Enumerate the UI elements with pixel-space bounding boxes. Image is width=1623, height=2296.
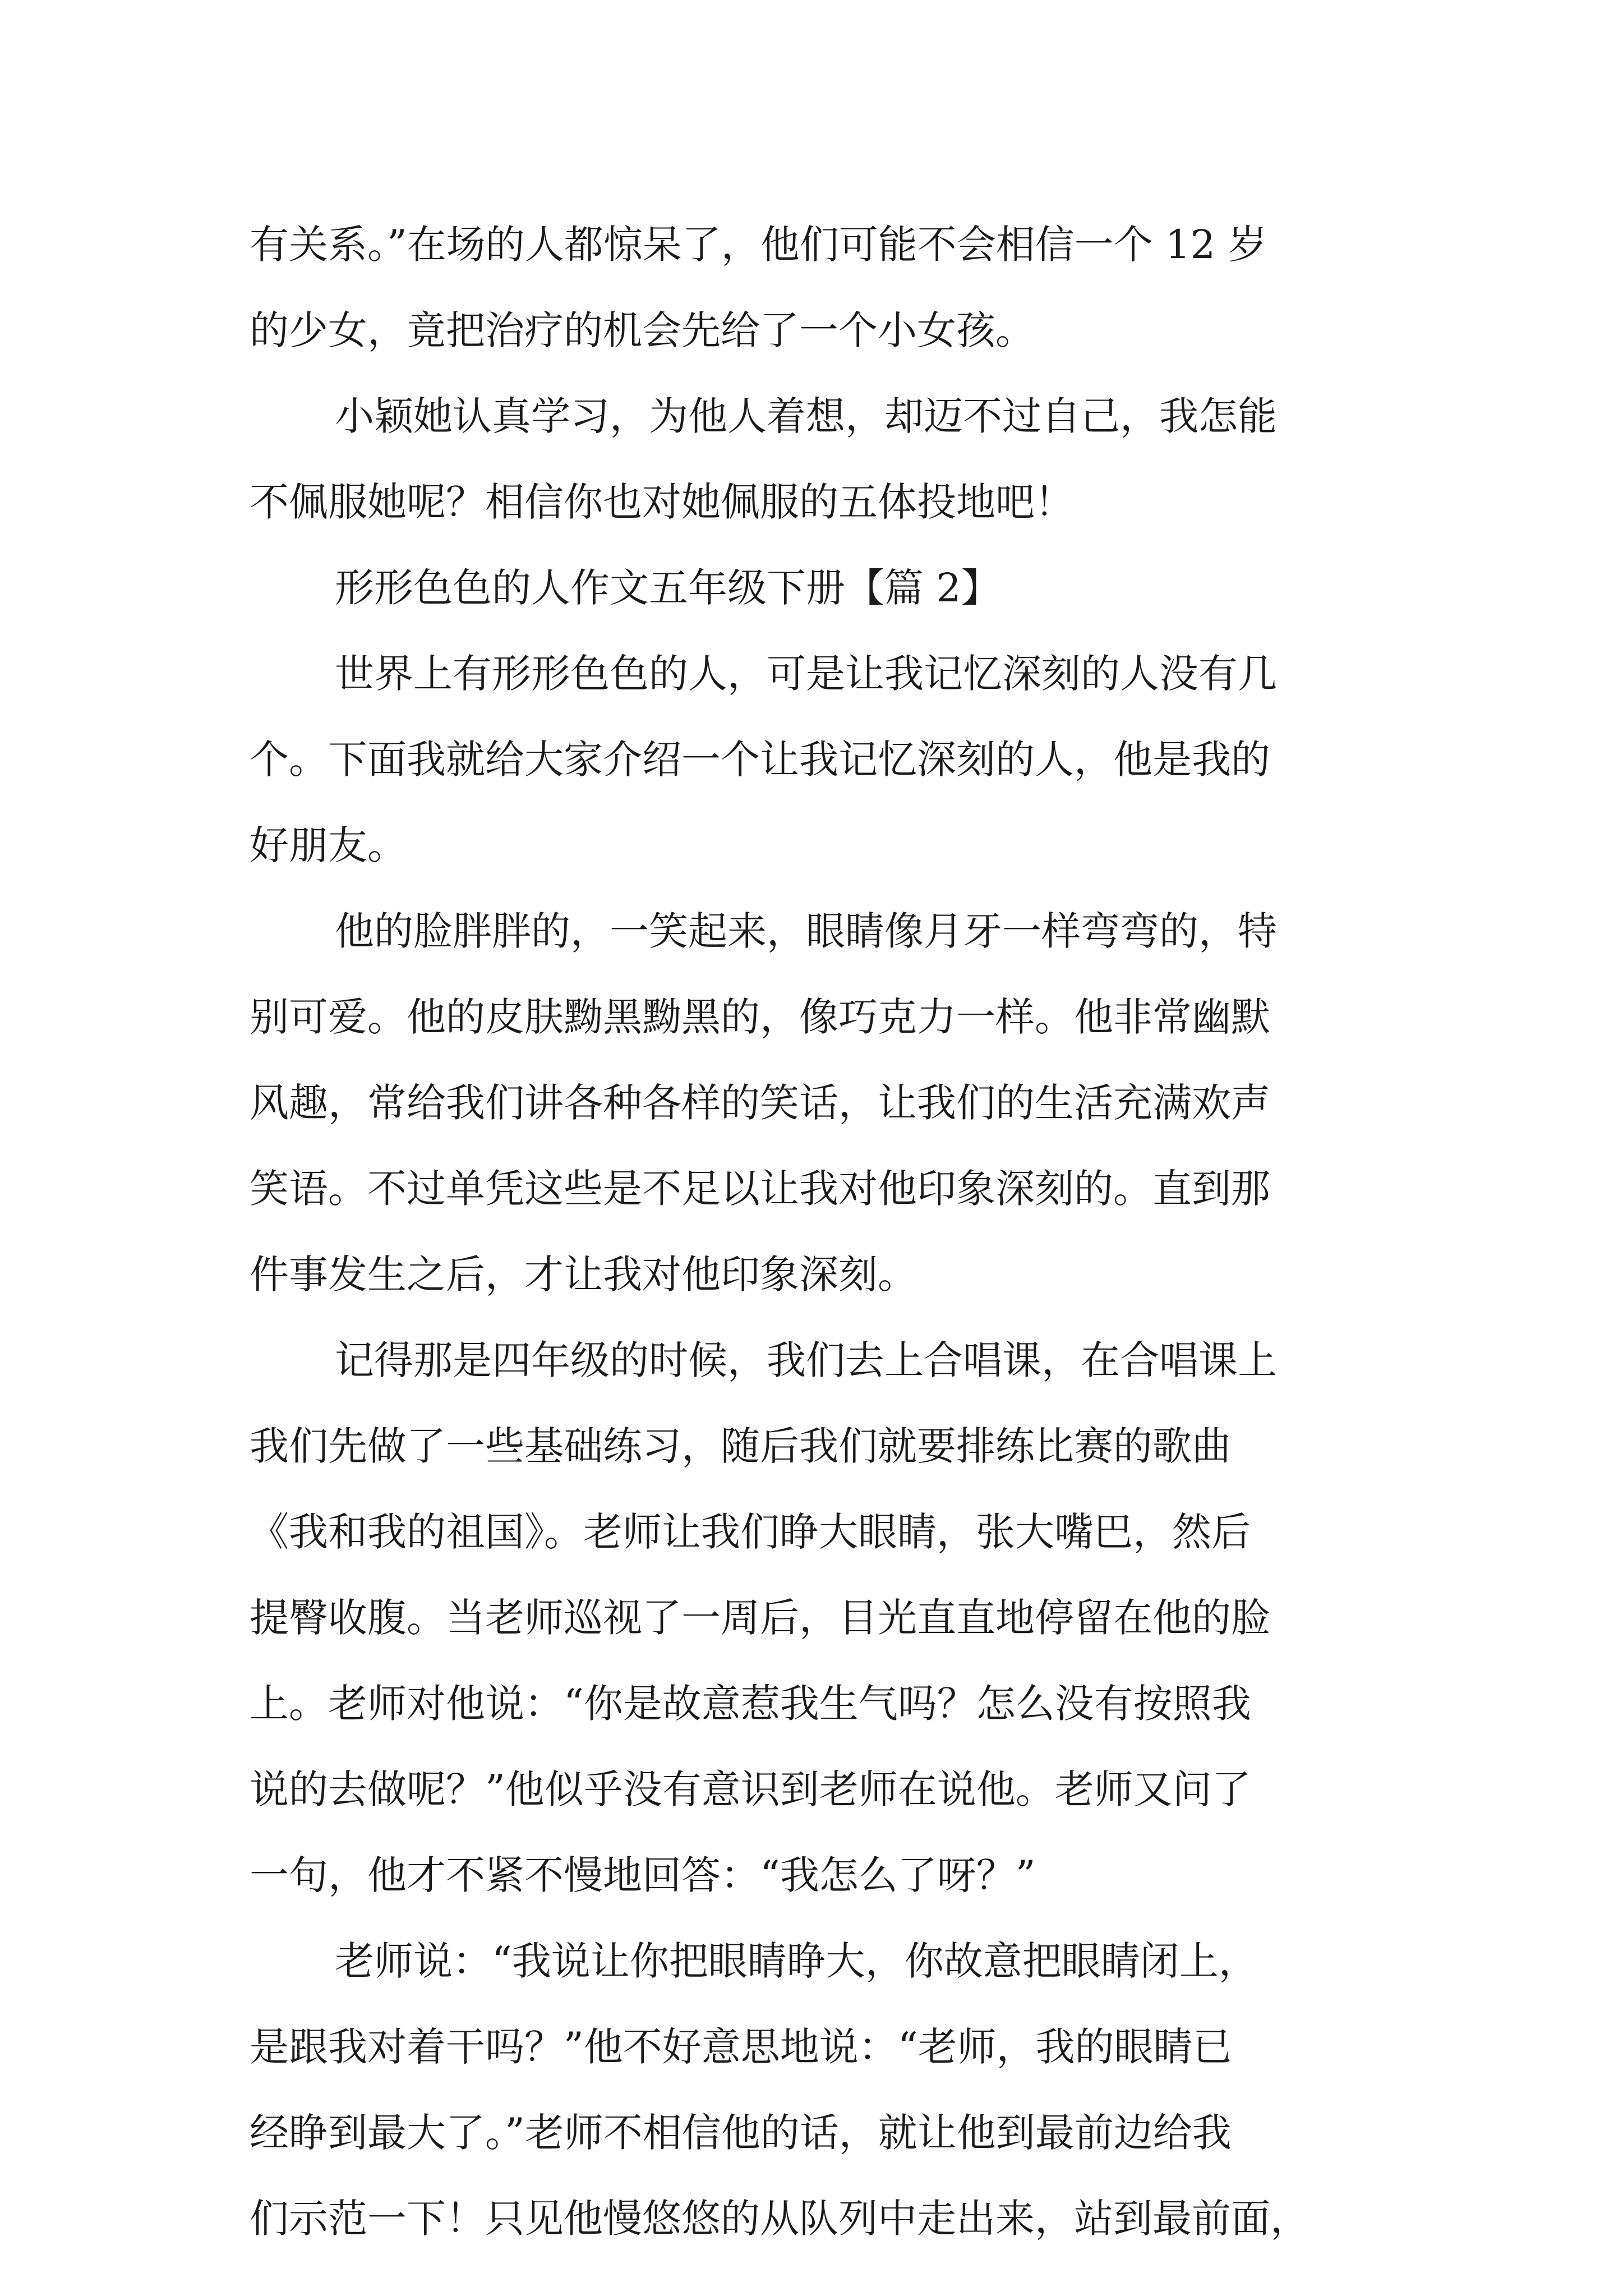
text-line: 一句，他才不紧不慢地回答：“我怎么了呀？” xyxy=(250,1852,1036,1898)
text-line: 们示范一下！只见他慢悠悠的从队列中走出来，站到最前面， xyxy=(250,2196,1310,2242)
text-line: 经睁到最大了。”老师不相信他的话，就让他到最前边给我 xyxy=(250,2110,1232,2156)
text-line: 风趣，常给我们讲各种各样的笑话，让我们的生活充满欢声 xyxy=(250,1080,1270,1126)
text-line: 提臀收腹。当老师巡视了一周后，目光直直地停留在他的脸 xyxy=(250,1595,1270,1641)
text-line: 件事发生之后，才让我对他印象深刻。 xyxy=(250,1251,917,1297)
text-line: 个。下面我就给大家介绍一个让我记忆深刻的人，他是我的 xyxy=(250,737,1270,783)
document-body xyxy=(250,202,1374,2262)
text-line: 别可爱。他的皮肤黝黑黝黑的，像巧克力一样。他非常幽默 xyxy=(250,994,1270,1040)
paragraph-first-line: 他的脸胖胖的，一笑起来，眼睛像月牙一样弯弯的，特 xyxy=(335,908,1277,954)
text-line: 好朋友。 xyxy=(250,822,407,868)
text-line: 说的去做呢？”他似乎没有意识到老师在说他。老师又问了 xyxy=(250,1766,1251,1812)
text-line: 有关系。”在场的人都惊呆了，他们可能不会相信一个 12 岁 xyxy=(250,222,1267,268)
text-line: 笑语。不过单凭这些是不足以让我对他印象深刻的。直到那 xyxy=(250,1166,1270,1212)
text-line: 《我和我的祖国》。老师让我们睁大眼睛，张大嘴巴，然后 xyxy=(250,1509,1251,1555)
text-line: 的少女，竟把治疗的机会先给了一个小女孩。 xyxy=(250,307,1035,353)
text-line: 不佩服她呢？相信你也对她佩服的五体投地吧！ xyxy=(250,479,1074,525)
text-line: 我们先做了一些基础练习，随后我们就要排练比赛的歌曲 xyxy=(250,1423,1231,1469)
paragraph-first-line: 老师说：“我说让你把眼睛睁大，你故意把眼睛闭上， xyxy=(335,1938,1258,1984)
text-line: 是跟我对着干吗？”他不好意思地说：“老师，我的眼睛已 xyxy=(250,2024,1232,2070)
text-line: 上。老师对他说：“你是故意惹我生气吗？怎么没有按照我 xyxy=(250,1681,1251,1727)
paragraph-first-line: 记得那是四年级的时候，我们去上合唱课，在合唱课上 xyxy=(335,1337,1277,1383)
paragraph-first-line: 形形色色的人作文五年级下册【篇 2】 xyxy=(335,565,1000,611)
paragraph-first-line: 小颖她认真学习，为他人着想，却迈不过自己，我怎能 xyxy=(335,393,1277,439)
paragraph-first-line: 世界上有形形色色的人，可是让我记忆深刻的人没有几 xyxy=(335,651,1277,697)
